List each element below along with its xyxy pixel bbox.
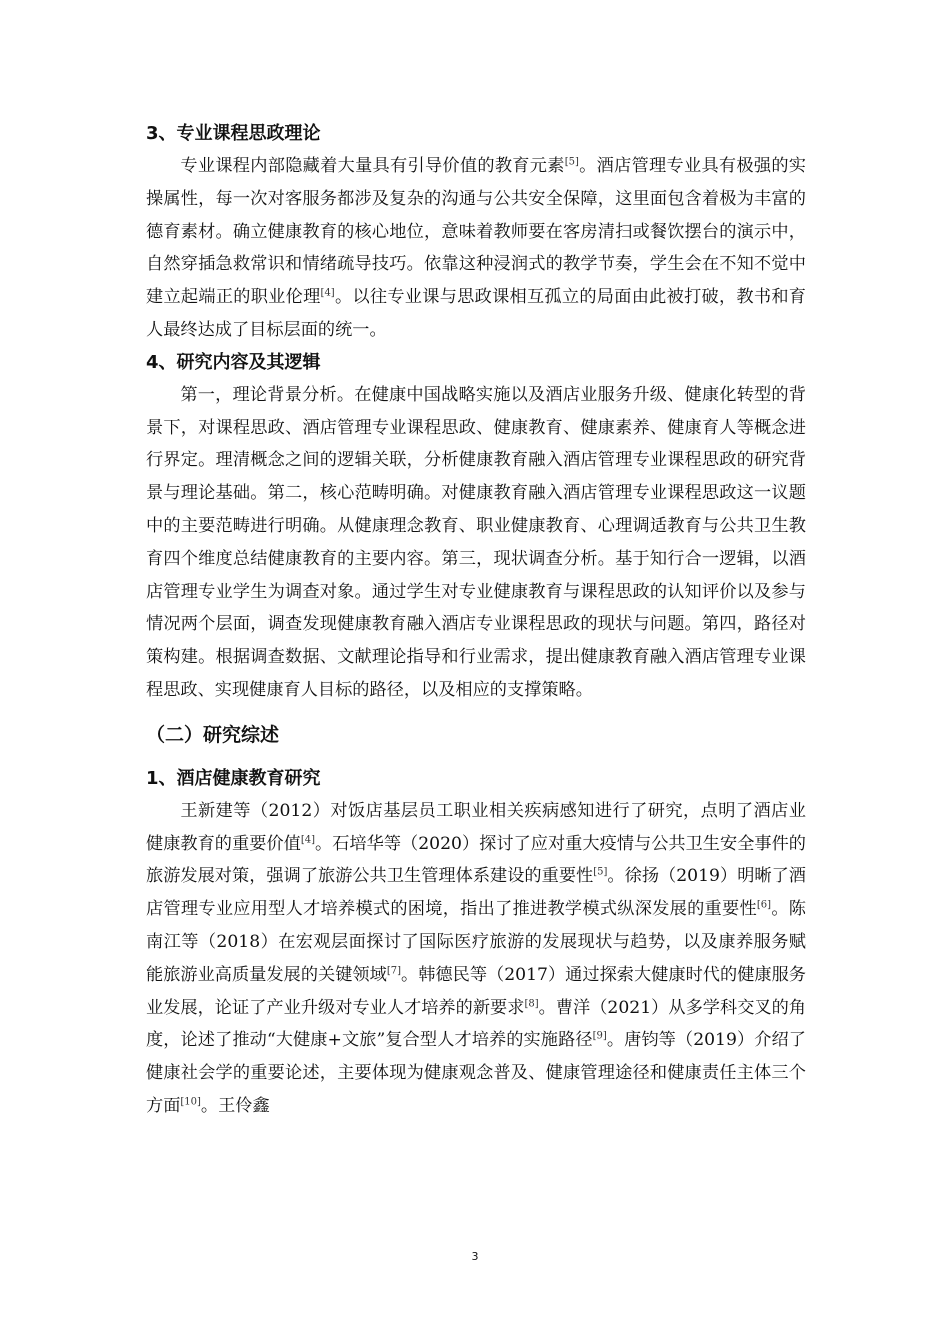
paragraph-text: 专业课程内部隐藏着大量具有引导价值的教育元素 xyxy=(180,156,565,176)
paragraph-text: 。陈南江等（2018）在宏观层面探讨了国际医疗旅游的发展现状与趋势，以及康养服务赋能旅游业高质量发展的关键领域 xyxy=(146,899,806,985)
paragraph-text: 。徐扬（2019）明晰了酒店管理专业应用型人才培养模式的困境，指出了推进教学模式纵深发展的重要性 xyxy=(146,866,806,920)
citation-ref: [8] xyxy=(524,997,539,1009)
citation-ref: [10] xyxy=(180,1096,201,1108)
citation-ref: [5] xyxy=(593,866,608,878)
citation-ref: [5] xyxy=(564,156,579,168)
citation-ref: [4] xyxy=(320,287,335,299)
page-content xyxy=(146,118,806,1123)
part-heading-research-review: （二）研究综述 xyxy=(146,723,280,746)
paragraph-hotel-health-education xyxy=(146,795,806,1123)
paragraph-text: 。唐钧等（2019）介绍了健康社会学的重要论述，主要体现为健康观念普及、健康管理途径和健康责任主体三个方面 xyxy=(146,1030,806,1116)
citation-ref: [6] xyxy=(756,899,772,911)
paragraph-text: 。王伶鑫 xyxy=(200,1095,270,1116)
paragraph-research-content: 第一，理论背景分析。在健康中国战略实施以及酒店业服务升级、健康化转型的背景下，对课程思政、酒店管理专业课程思政、健康教育、健康素养、健康育人等概念进行界定。理清概念之间的逻辑关联，分析健康教育融入酒店管理专业课程思政的研究背景与理论基础。第二，核心范畴明确。对健康教育融入酒店管理专业课程思政这一议题中的主要范畴进行明确。从健康理念教育、职业健康教育、心理调适教育与公共卫生教育四个维度总结健康教育的主要内容。第三，现状调查分析。基于知行合一逻辑，以酒店管理专业学生为调查对象。通过学生对专业健康教育与课程思政的认知评价以及参与情况两个层面，调查发现健康教育融入酒店专业课程思政的现状与问题。第四，路径对策构建。根据调查数据、文献理论指导和行业需求，提出健康教育融入酒店管理专业课程思政、实现健康育人目标的路径，以及相应的支撑策略。 xyxy=(146,384,806,700)
section-heading-3: 3、专业课程思政理论 xyxy=(146,123,321,144)
citation-ref: [7] xyxy=(386,965,401,976)
citation-ref: [9] xyxy=(592,1030,607,1042)
section-heading-4: 4、研究内容及其逻辑 xyxy=(146,351,321,373)
paragraph-text: 王新建等（2012）对饭店基层员工职业相关疾病感知进行了研究，点明了酒店业健康教育的重要价值 xyxy=(146,800,806,854)
paragraph-text: 。曹洋（2021）从多学科交叉的角度，论述了推动“大健康+文旅”复合型人才培养的实施路径 xyxy=(146,997,806,1051)
paragraph-text: 。酒店管理专业具有极强的实操属性，每一次对客服务都涉及复杂的沟通与公共安全保障，这里面包含着极为丰富的德育素材。确立健康教育的核心地位，意味着教师要在客房清扫或餐饮摆台的演示中，自然穿插急救常识和情绪疏导技巧。依靠这种浸润式的教学节奏，学生会在不知不觉中建立起端正的职业伦理 xyxy=(146,156,806,308)
page-number: 3 xyxy=(471,1250,479,1263)
section-heading-1: 1、酒店健康教育研究 xyxy=(146,767,321,789)
citation-ref: [4] xyxy=(300,833,315,845)
paragraph-text: 。以往专业课与思政课相互孤立的局面由此被打破，教书和育人最终达成了目标层面的统一。 xyxy=(146,287,806,340)
paragraph-text: 。石培华等（2020）探讨了应对重大疫情与公共卫生安全事件的旅游发展对策，强调了旅游公共卫生管理体系建设的重要性 xyxy=(146,833,806,887)
paragraph-text: 。韩德民等（2017）通过探索大健康时代的健康服务业发展，论证了产业升级对专业人才培养的新要求 xyxy=(146,964,806,1018)
paragraph-course-ideology-theory xyxy=(146,150,806,347)
